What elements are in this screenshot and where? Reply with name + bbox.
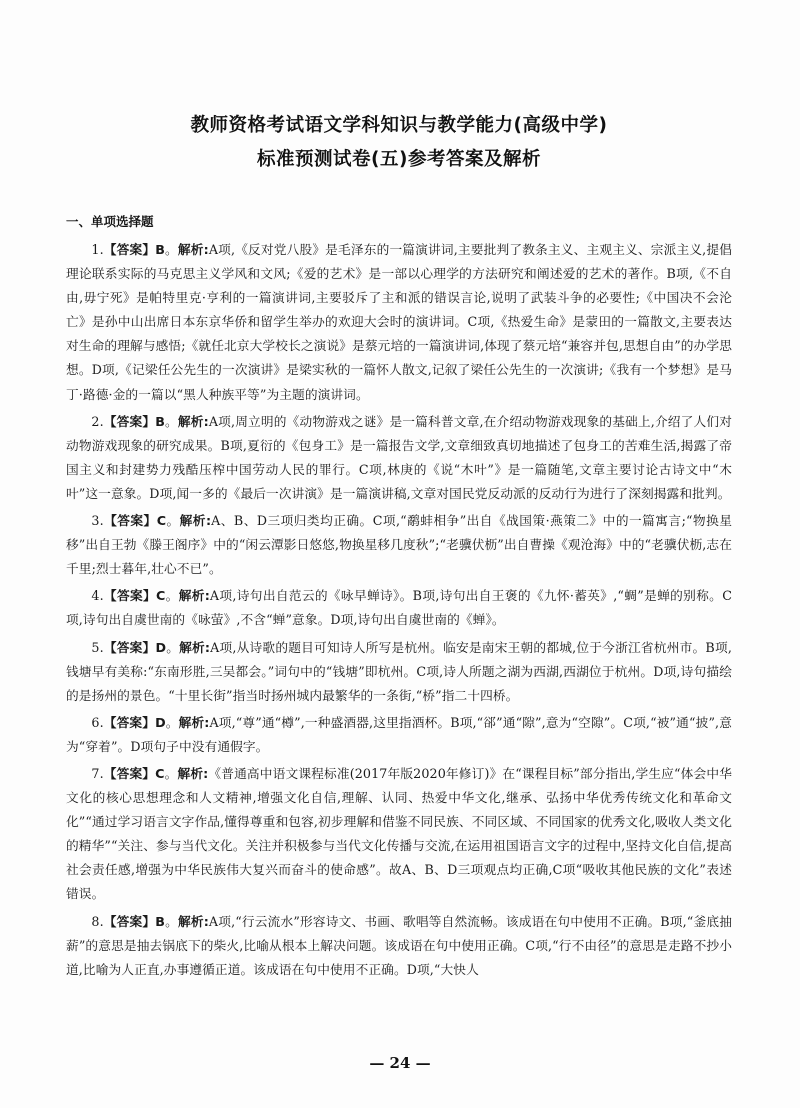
question-number: 4.: [91, 588, 104, 604]
question-number: 5.: [91, 639, 104, 655]
answer-item: 6.【答案】D。解析:A项,“尊”通“樽”,一种盛酒器,这里指酒杯。B项,“郤”通“隙”,意为“空隙”。C项,“被”通“披”,意为“穿着”。D项句子中没有通假字。: [66, 714, 733, 754]
answer-choice: D: [155, 639, 167, 655]
explanation-text: A项,周立明的《动物游戏之谜》是一篇科普文章,在介绍动物游戏现象的基础上,介绍了人们对动物游戏现象的研究成果。B项,夏衍的《包身工》是一篇报告文学,文章细致真切地描述了包身工的苦难生活,揭露了帝国主义和封建势力残酷压榨中国劳动人民的罪行。C项,林庚的《说“木叶”》是一篇随笔,文章主要讨论古诗文中“木叶”这一意象。D项,闻一多的《最后一次讲演》是一篇演讲稿,文章对国民党反动派的反动行为进行了深刻揭露和批判。: [66, 413, 733, 501]
answer-choice: D: [155, 714, 166, 730]
question-number: 8.: [91, 913, 104, 929]
answer-item: 1.【答案】B。解析:A项,《反对党八股》是毛泽东的一篇演讲词,主要批判了教条主义、主观主义、宗派主义,提倡理论联系实际的马克思主义学风和文风;《爱的艺术》是一部以心理学的方法研究和阐述爱的艺术的著作。B项,《不自由,毋宁死》是帕特里克·亨利的一篇演讲词,主要驳斥了主和派的错误言论,说明了武装斗争的必要性;《中国决不会沦亡》是孙中山出席日本东京华侨和留学生举办的欢迎大会时的演讲词。C项,《热爱生命》是蒙田的一篇散文,主要表达对生命的理解与感悟;《就任北京大学校长之演说》是蔡元培的一篇演讲词,体现了蔡元培“兼容并包,思想自由”的办学思想。D项,《记梁任公先生的一次演讲》是梁实秋的一篇怀人散文,记叙了梁任公先生的一次演讲;《我有一个梦想》是马丁·路德·金的一篇以“黑人种族平等”为主题的演讲词。: [66, 242, 733, 402]
explanation-label: 解析:: [179, 639, 211, 655]
answer-item: 8.【答案】B。解析:A项,“行云流水”形容诗文、书画、歌唱等自然流畅。该成语在句中使用不正确。B项,“釜底抽薪”的意思是抽去锅底下的柴火,比喻从根本上解决问题。该成语在句中使用正确。C项,“行不由径”的意思是走路不抄小道,比喻为人正直,办事遵循正道。该成语在句中使用不正确。D项,“大快人: [66, 913, 732, 977]
answer-choice: B: [155, 242, 165, 257]
explanation-label: 解析:: [178, 588, 210, 604]
answer-choice: C: [156, 588, 166, 604]
explanation-text: A、B、D三项归类均正确。C项,“鹬蚌相争”出自《战国策·燕策二》中的一篇寓言;“物换星移”出自王勃《滕王阁序》中的“闲云潭影日悠悠,物换星移几度秋”;“老骥伏枥”出自曹操《观沧海》中的“老骥伏枥,志在千里;烈士暮年,壮心不已”。: [66, 513, 733, 577]
explanation-text: 《普通高中语文课程标准(2017年版2020年修订)》在“课程目标”部分指出,学生应“体会中华文化的核心思想理念和人文精神,增强文化自信,理解、认同、热爱中华文化,继承、弘扬中华优秀传统文化和革命文化”“通过学习语言文字作品,懂得尊重和包容,初步理解和借鉴不同民族、不同区域、不同国家的优秀文化,吸收人类文化的精华”“关注、参与当代文化。关注并积极参与当代文化传播与交流,在运用祖国语言文字的过程中,坚持文化自信,提高社会责任感,增强为中华民族伟大复兴而奋斗的使命感”。故A、B、D三项观点均正确,C项“吸收其他民族的文化”表述错误。: [66, 765, 732, 902]
explanation-text: A项,从诗歌的题目可知诗人所写是杭州。临安是南宋王朝的都城,位于今浙江省杭州市。B项,钱塘早有美称:“东南形胜,三吴都会。”词句中的“钱塘”即杭州。C项,诗人所题之湖为西湖,西湖位于杭州。D项,诗句描绘的是扬州的景色。“十里长街”指当时扬州城内最繁华的一条街,“桥”指二十四桥。: [66, 639, 732, 703]
explanation-text: A项,诗句出自范云的《咏早蝉诗》。B项,诗句出自王褒的《九怀·蓄英》,“蜩”是蝉的别称。C项,诗句出自虞世南的《咏萤》,不含“蝉”意象。D项,诗句出自虞世南的《蝉》。: [66, 588, 732, 628]
question-number: 6.: [91, 714, 104, 730]
explanation-text: A项,“行云流水”形容诗文、书画、歌唱等自然流畅。该成语在句中使用不正确。B项,“釜底抽薪”的意思是抽去锅底下的柴火,比喻从根本上解决问题。该成语在句中使用正确。C项,“行不由径”的意思是走路不抄小道,比喻为人正直,办事遵循正道。该成语在句中使用不正确。D项,“大快人: [66, 913, 732, 977]
document-title: 教师资格考试语文学科知识与教学能力(高级中学): [190, 115, 608, 136]
answer-choice: B: [155, 913, 166, 929]
answer-choice: B: [155, 413, 165, 429]
question-list: [66, 238, 732, 982]
explanation-label: 解析:: [177, 242, 209, 257]
question-number: 7.: [91, 765, 104, 781]
explanation-label: 解析:: [179, 513, 212, 529]
answer-item: 3.【答案】C。解析:A、B、D三项归类均正确。C项,“鹬蚌相争”出自《战国策·燕策二》中的一篇寓言;“物换星移”出自王勃《滕王阁序》中的“闲云潭影日悠悠,物换星移几度秋”;“老骥伏枥”出自曹操《观沧海》中的“老骥伏枥,志在千里;烈士暮年,壮心不已”。: [66, 513, 733, 577]
answer-label: 【答案】: [103, 765, 156, 781]
explanation-label: 解析:: [178, 714, 210, 730]
question-number: 3.: [91, 513, 104, 529]
answer-choice: C: [155, 765, 165, 781]
answer-label: 【答案】: [103, 242, 156, 257]
answer-label: 【答案】: [103, 714, 156, 730]
page-number: — 24 —: [369, 1054, 431, 1072]
answer-item: 2.【答案】B。解析:A项,周立明的《动物游戏之谜》是一篇科普文章,在介绍动物游戏现象的基础上,介绍了人们对动物游戏现象的研究成果。B项,夏衍的《包身工》是一篇报告文学,文章细致真切地描述了包身工的苦难生活,揭露了帝国主义和封建势力残酷压榨中国劳动人民的罪行。C项,林庚的《说“木叶”》是一篇随笔,文章主要讨论古诗文中“木叶”这一意象。D项,闻一多的《最后一次讲演》是一篇演讲稿,文章对国民党反动派的反动行为进行了深刻揭露和批判。: [66, 413, 733, 501]
answer-item: 5.【答案】D。解析:A项,从诗歌的题目可知诗人所写是杭州。临安是南宋王朝的都城,位于今浙江省杭州市。B项,钱塘早有美称:“东南形胜,三吴都会。”词句中的“钱塘”即杭州。C项,诗人所题之湖为西湖,西湖位于杭州。D项,诗句描绘的是扬州的景色。“十里长街”指当时扬州城内最繁华的一条街,“桥”指二十四桥。: [66, 639, 732, 703]
answer-label: 【答案】: [103, 913, 156, 929]
section-heading: 一、单项选择题: [66, 214, 154, 229]
explanation-text: A项,《反对党八股》是毛泽东的一篇演讲词,主要批判了教条主义、主观主义、宗派主义,提倡理论联系实际的马克思主义学风和文风;《爱的艺术》是一部以心理学的方法研究和阐述爱的艺术的著作。B项,《不自由,毋宁死》是帕特里克·亨利的一篇演讲词,主要驳斥了主和派的错误言论,说明了武装斗争的必要性;《中国决不会沦亡》是孙中山出席日本东京华侨和留学生举办的欢迎大会时的演讲词。C项,《热爱生命》是蒙田的一篇散文,主要表达对生命的理解与感悟;《就任北京大学校长之演说》是蔡元培的一篇演讲词,体现了蔡元培“兼容并包,思想自由”的办学思想。D项,《记梁任公先生的一次演讲》是梁实秋的一篇怀人散文,记叙了梁任公先生的一次演讲;《我有一个梦想》是马丁·路德·金的一篇以“黑人种族平等”为主题的演讲词。: [66, 242, 733, 402]
answer-label: 【答案】: [103, 639, 156, 655]
explanation-label: 解析:: [177, 765, 209, 781]
answer-label: 【答案】: [103, 413, 156, 429]
document-content: [66, 112, 732, 985]
answer-label: 【答案】: [103, 513, 157, 529]
answer-label: 【答案】: [103, 588, 157, 604]
answer-choice: C: [156, 513, 167, 529]
document-subtitle: 标准预测试卷(五)参考答案及解析: [257, 149, 541, 170]
answer-item: 4.【答案】C。解析:A项,诗句出自范云的《咏早蝉诗》。B项,诗句出自王褒的《九怀·蓄英》,“蜩”是蝉的别称。C项,诗句出自虞世南的《咏萤》,不含“蝉”意象。D项,诗句出自虞世南的《蝉》。: [66, 588, 732, 628]
question-number: 2.: [91, 413, 104, 429]
explanation-label: 解析:: [177, 413, 209, 429]
explanation-label: 解析:: [177, 913, 209, 929]
question-number: 1.: [91, 242, 104, 257]
answer-item: 7.【答案】C。解析:《普通高中语文课程标准(2017年版2020年修订)》在“课程目标”部分指出,学生应“体会中华文化的核心思想理念和人文精神,增强文化自信,理解、认同、热爱中华文化,继承、弘扬中华优秀传统文化和革命文化”“通过学习语言文字作品,懂得尊重和包容,初步理解和借鉴不同民族、不同区域、不同国家的优秀文化,吸收人类文化的精华”“关注、参与当代文化。关注并积极参与当代文化传播与交流,在运用祖国语言文字的过程中,坚持文化自信,提高社会责任感,增强为中华民族伟大复兴而奋斗的使命感”。故A、B、D三项观点均正确,C项“吸收其他民族的文化”表述错误。: [66, 765, 732, 902]
explanation-text: A项,“尊”通“樽”,一种盛酒器,这里指酒杯。B项,“郤”通“隙”,意为“空隙”。C项,“被”通“披”,意为“穿着”。D项句子中没有通假字。: [66, 714, 733, 754]
